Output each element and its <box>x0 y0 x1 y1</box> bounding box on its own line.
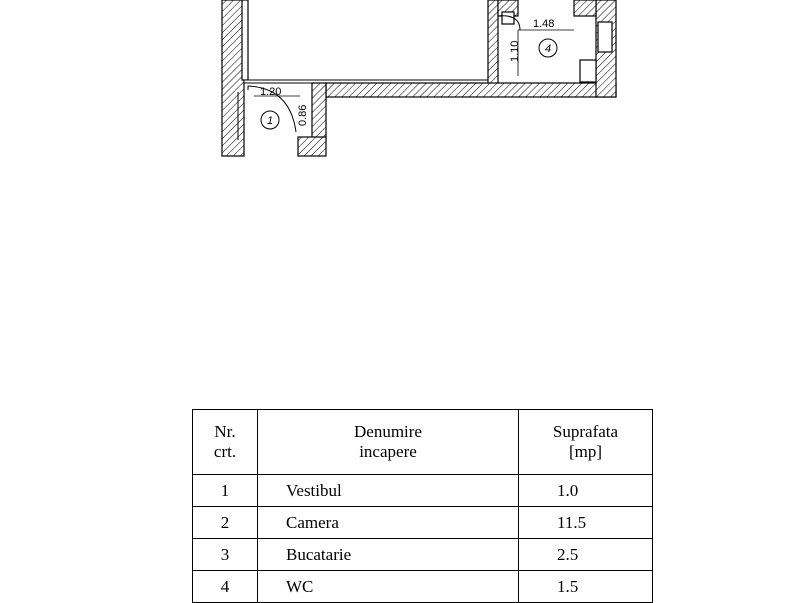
wall-camera-left <box>242 0 248 80</box>
cell-nr: 4 <box>193 571 258 603</box>
cell-area: 1.0 <box>519 475 653 507</box>
cell-name: Camera <box>258 507 519 539</box>
header-name-line1: Denumire <box>354 422 422 441</box>
header-nr-line1: Nr. <box>214 422 236 441</box>
header-area-line1: Suprafata <box>552 422 619 441</box>
header-area <box>519 410 653 475</box>
wc-fixture-small <box>502 12 514 24</box>
wall-wc-top-right <box>574 0 596 16</box>
wall-vestibul-stub <box>298 137 326 156</box>
table-row <box>193 507 653 539</box>
table-row <box>193 539 653 571</box>
wall-camera-wc <box>488 0 498 84</box>
dim-wc-depth: 1.10 <box>509 40 521 62</box>
cell-nr: 3 <box>193 539 258 571</box>
cell-name: Vestibul <box>258 475 519 507</box>
dim-door-width: 1.20 <box>260 86 282 98</box>
cell-area: 1.5 <box>519 571 653 603</box>
cell-area: 2.5 <box>519 539 653 571</box>
wall-left <box>222 0 244 156</box>
dim-door-depth: 0.86 <box>297 104 309 126</box>
header-nr <box>193 410 258 475</box>
wall-bottom-long <box>326 83 616 97</box>
room-marker-1: 1 <box>267 115 274 127</box>
wc-fixture-toilet <box>580 60 596 82</box>
cell-name: WC <box>258 571 519 603</box>
room-marker-4: 4 <box>545 43 552 55</box>
wc-fixture-sink <box>598 22 612 52</box>
header-area-line2: [mp] <box>568 442 603 461</box>
header-name <box>258 410 519 475</box>
cell-nr: 1 <box>193 475 258 507</box>
cell-nr: 2 <box>193 507 258 539</box>
cell-area: 11.5 <box>519 507 653 539</box>
table-row <box>193 571 653 603</box>
table-row <box>193 475 653 507</box>
wall-vestibul-right <box>312 83 326 139</box>
cell-name: Bucatarie <box>258 539 519 571</box>
room-area-table <box>192 409 653 603</box>
header-nr-line2: crt. <box>213 442 237 461</box>
header-name-line2: incapere <box>359 442 417 461</box>
dim-wc-width: 1.48 <box>533 18 555 30</box>
table-header-row <box>193 410 653 475</box>
